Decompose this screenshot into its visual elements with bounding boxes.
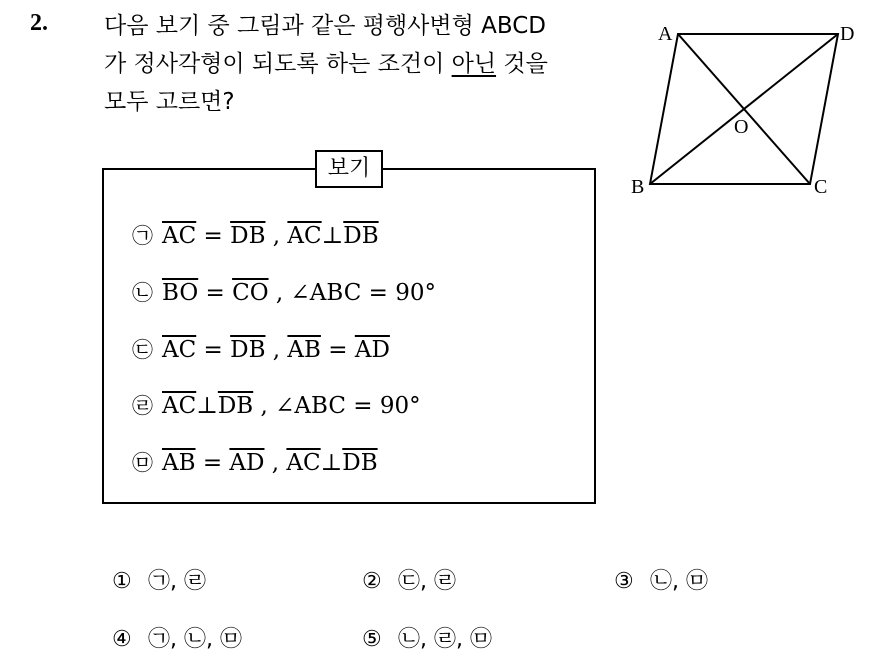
option-text: ㉠, ㉡, ㉤ xyxy=(148,627,242,652)
segment-label: $\overline{AC}$ xyxy=(162,393,197,419)
relation-symbol: = xyxy=(198,280,233,306)
condition-row xyxy=(132,279,436,307)
question-text-line-3: 모두 고르면? xyxy=(104,89,235,115)
segment-label: $\overline{DB}$ xyxy=(230,223,266,249)
condition-mark: ㉤ xyxy=(132,451,153,475)
answer-option-3[interactable] xyxy=(614,568,708,596)
option-number: ③ xyxy=(614,569,634,594)
condition-row xyxy=(132,392,421,420)
answer-option-5[interactable] xyxy=(362,626,492,654)
question-text-line-1: 다음 보기 중 그림과 같은 평행사변형 ABCD xyxy=(104,13,547,39)
vertex-label-b: B xyxy=(631,176,645,198)
option-text: ㉡, ㉣, ㉤ xyxy=(398,627,492,652)
option-text: ㉠, ㉣ xyxy=(148,569,206,594)
segment-label: $\overline{CO}$ xyxy=(232,280,269,306)
option-number: ⑤ xyxy=(362,627,382,652)
relation-symbol: = xyxy=(195,450,230,476)
segment-label: $\overline{AD}$ xyxy=(354,337,390,363)
separator: , xyxy=(253,393,276,419)
option-number: ④ xyxy=(112,627,132,652)
separator: , xyxy=(264,450,287,476)
angle-condition: ∠ABC = 90° xyxy=(290,280,436,306)
segment-label: $\overline{AB}$ xyxy=(162,450,196,476)
option-number: ① xyxy=(112,569,132,594)
condition-row xyxy=(132,222,379,250)
separator: , xyxy=(268,280,291,306)
relation-symbol: ⊥ xyxy=(321,223,344,249)
segment-label: $\overline{AB}$ xyxy=(287,337,321,363)
segment-label: $\overline{DB}$ xyxy=(342,450,378,476)
condition-mark: ㉡ xyxy=(132,281,153,305)
question-number: 2. xyxy=(30,10,48,36)
parallelogram-figure xyxy=(630,14,870,204)
question-text-line-2-start: 가 정사각형이 되도록 하는 조건이 xyxy=(104,51,452,77)
angle-condition: ∠ABC = 90° xyxy=(275,393,421,419)
condition-row xyxy=(132,336,390,364)
condition-mark: ㉠ xyxy=(132,224,153,248)
answer-option-4[interactable] xyxy=(112,626,242,654)
segment-label: $\overline{AC}$ xyxy=(162,337,197,363)
diagonal-bd xyxy=(650,34,838,184)
answer-option-2[interactable] xyxy=(362,568,456,596)
segment-label: $\overline{DB}$ xyxy=(230,337,266,363)
segment-label: $\overline{AC}$ xyxy=(162,223,197,249)
question-text-line-2-end: 것을 xyxy=(496,51,548,77)
question-text-line-2 xyxy=(104,50,548,78)
vertex-label-c: C xyxy=(814,176,828,198)
segment-label: $\overline{AD}$ xyxy=(229,450,265,476)
center-label-o: O xyxy=(734,116,749,138)
relation-symbol: ⊥ xyxy=(196,393,218,419)
relation-symbol: ⊥ xyxy=(320,450,343,476)
relation-symbol: = xyxy=(196,223,231,249)
separator: , xyxy=(265,337,288,363)
option-text: ㉢, ㉣ xyxy=(398,569,456,594)
separator: , xyxy=(265,223,288,249)
vertex-label-d: D xyxy=(840,23,855,45)
option-number: ② xyxy=(362,569,382,594)
condition-mark: ㉣ xyxy=(132,394,153,418)
answer-option-1[interactable] xyxy=(112,568,206,596)
segment-label: $\overline{AC}$ xyxy=(287,223,322,249)
segment-label: $\overline{BO}$ xyxy=(162,280,199,306)
segment-label: $\overline{DB}$ xyxy=(217,393,254,419)
relation-symbol: = xyxy=(320,337,355,363)
vertex-label-a: A xyxy=(658,23,673,45)
segment-label: $\overline{DB}$ xyxy=(343,223,379,249)
condition-row xyxy=(132,449,378,477)
condition-mark: ㉢ xyxy=(132,338,153,362)
underlined-word: 아닌 xyxy=(451,51,497,77)
segment-label: $\overline{AC}$ xyxy=(286,450,321,476)
example-box-title: 보기 xyxy=(315,150,383,188)
option-text: ㉡, ㉤ xyxy=(650,569,708,594)
relation-symbol: = xyxy=(196,337,231,363)
